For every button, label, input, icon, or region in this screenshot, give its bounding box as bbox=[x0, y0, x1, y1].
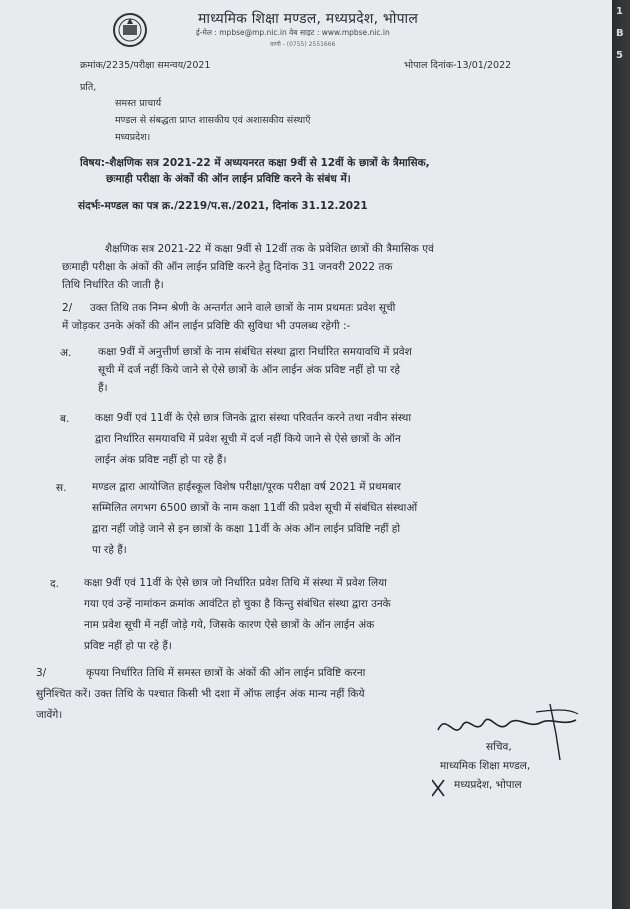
para3-number: 3/ bbox=[36, 667, 47, 679]
para1-line: तिथि निर्धारित की जाती है। bbox=[62, 279, 164, 291]
signatory-place: मध्यप्रदेश, भोपाल bbox=[454, 779, 522, 791]
item-line: प्रविष्ट नहीं हो पा रहे हैं। bbox=[84, 640, 172, 652]
item-line: नाम प्रवेश सूची में नहीं जोड़े गये, जिसके कारण ऐसे छात्रों के ऑन लाईन अंक bbox=[84, 619, 375, 631]
subject-line: विषय:-शैक्षणिक सत्र 2021-22 में अध्ययनरत कक्षा 9वीं से 12वीं के छात्रों के त्रैमासिक, bbox=[80, 157, 430, 169]
signatory-title: सचिव, bbox=[486, 741, 512, 753]
address-line: मध्यप्रदेश। bbox=[115, 132, 151, 143]
item-line: लाईन अंक प्रविष्ट नहीं हो पा रहे हैं। bbox=[95, 454, 227, 466]
reference-line: संदर्भः-मण्डल का पत्र क्र./2219/प.स./2021, दिनांक 31.12.2021 bbox=[78, 200, 368, 212]
item-line: द्वारा निर्धारित समयावधि में प्रवेश सूची में दर्ज नहीं किये जाने से ऐसे छात्रों के ऑन bbox=[95, 433, 401, 445]
item-line: कक्षा 9वीं एवं 11वीं के ऐसे छात्र जिनके द्वारा संस्था परिवर्तन करने तथा नवीन संस्था bbox=[95, 412, 412, 424]
subject-line: छःमाही परीक्षा के अंकों की ऑन लाईन प्रविष्टि करने के संबंध में। bbox=[106, 173, 351, 185]
address-line: समस्त प्राचार्य bbox=[115, 98, 162, 109]
item-line: द्वारा नहीं जोड़े जाने से इन छात्रों के कक्षा 11वीं के अंक ऑन लाईन प्रविष्टि नहीं हो bbox=[92, 523, 401, 535]
ref-number: क्रमांक/2235/परीक्षा समन्वय/2021 bbox=[80, 60, 211, 71]
phone-line: वाणी - (0755) 2551666 bbox=[270, 41, 336, 48]
edge-tag: 5 bbox=[616, 50, 623, 61]
para2-line: में जोड़कर उनके अंकों की ऑन लाईन प्रविष्टि की सुविधा भी उपलब्ध रहेगी :- bbox=[62, 320, 351, 332]
para3-line: कृपया निर्धारित तिथि में समस्त छात्रों के अंकों की ऑन लाईन प्रविष्टि करना bbox=[86, 667, 366, 679]
prati-label: प्रति, bbox=[80, 82, 97, 93]
item-line: गया एवं उन्हें नामांकन क्रमांक आवंटित हो चुका है किन्तु संबंधित संस्था द्वारा उनके bbox=[84, 598, 391, 610]
item-label: ब. bbox=[60, 413, 70, 425]
item-line: मण्डल द्वारा आयोजित हाईस्कूल विशेष परीक्षा/पूरक परीक्षा वर्ष 2021 में प्रथमबार bbox=[92, 481, 401, 493]
para3-line: जावेंगे। bbox=[36, 709, 63, 721]
board-seal-icon bbox=[112, 12, 148, 48]
signatory-org: माध्यमिक शिक्षा मण्डल, bbox=[440, 760, 531, 772]
background-edge bbox=[612, 0, 630, 909]
item-line: कक्षा 9वीं में अनुत्तीर्ण छात्रों के नाम संबंधित संस्था द्वारा निर्धारित समयावधि में प्रवेश bbox=[98, 346, 412, 358]
item-line: हैं। bbox=[98, 382, 108, 394]
para3-line: सुनिश्चित करें। उक्त तिथि के पश्चात किसी भी दशा में ऑफ लाईन अंक मान्य नहीं किये bbox=[36, 688, 365, 700]
item-line: कक्षा 9वीं एवं 11वीं के ऐसे छात्र जो निर्धारित प्रवेश तिथि में संस्था में प्रवेश लिया bbox=[84, 577, 387, 589]
edge-tag: B bbox=[616, 28, 624, 39]
para2-number: 2/ bbox=[62, 302, 73, 314]
contact-line: ई-मेल : mpbse@mp.nic.in वेब साइट : www.mpbse.nic.in bbox=[196, 28, 390, 37]
edge-tag: 1 bbox=[616, 6, 623, 17]
address-line: मण्डल से संबद्धता प्राप्त शासकीय एवं अशासकीय संस्थाएँ bbox=[115, 115, 311, 126]
org-title: माध्यमिक शिक्षा मण्डल, मध्यप्रदेश, भोपाल bbox=[198, 11, 419, 27]
item-line: सम्मिलित लगभग 6500 छात्रों के नाम कक्षा 11वीं की प्रवेश सूची में संबंधित संस्थाओं bbox=[92, 502, 418, 514]
para1-line: शैक्षणिक सत्र 2021-22 में कक्षा 9वीं से 12वीं तक के प्रवेशित छात्रों की त्रैमासिक एवं bbox=[105, 243, 434, 255]
item-label: द. bbox=[50, 578, 59, 590]
item-label: अ. bbox=[60, 347, 72, 359]
item-label: स. bbox=[56, 482, 67, 494]
ref-date: भोपाल दिनांक-13/01/2022 bbox=[404, 60, 512, 71]
para2-line: उक्त तिथि तक निम्न श्रेणी के अन्तर्गत आने वाले छात्रों के नाम प्रथमतः प्रवेश सूची bbox=[90, 302, 396, 314]
item-line: सूची में दर्ज नहीं किये जाने से ऐसे छात्रों के ऑन लाईन अंक प्रविष्ट नहीं हो पा रहे bbox=[98, 364, 400, 376]
item-line: पा रहे हैं। bbox=[92, 544, 127, 556]
para1-line: छःमाही परीक्षा के अंकों की ऑन लाईन प्रविष्टि करने हेतु दिनांक 31 जनवरी 2022 तक bbox=[62, 261, 393, 273]
